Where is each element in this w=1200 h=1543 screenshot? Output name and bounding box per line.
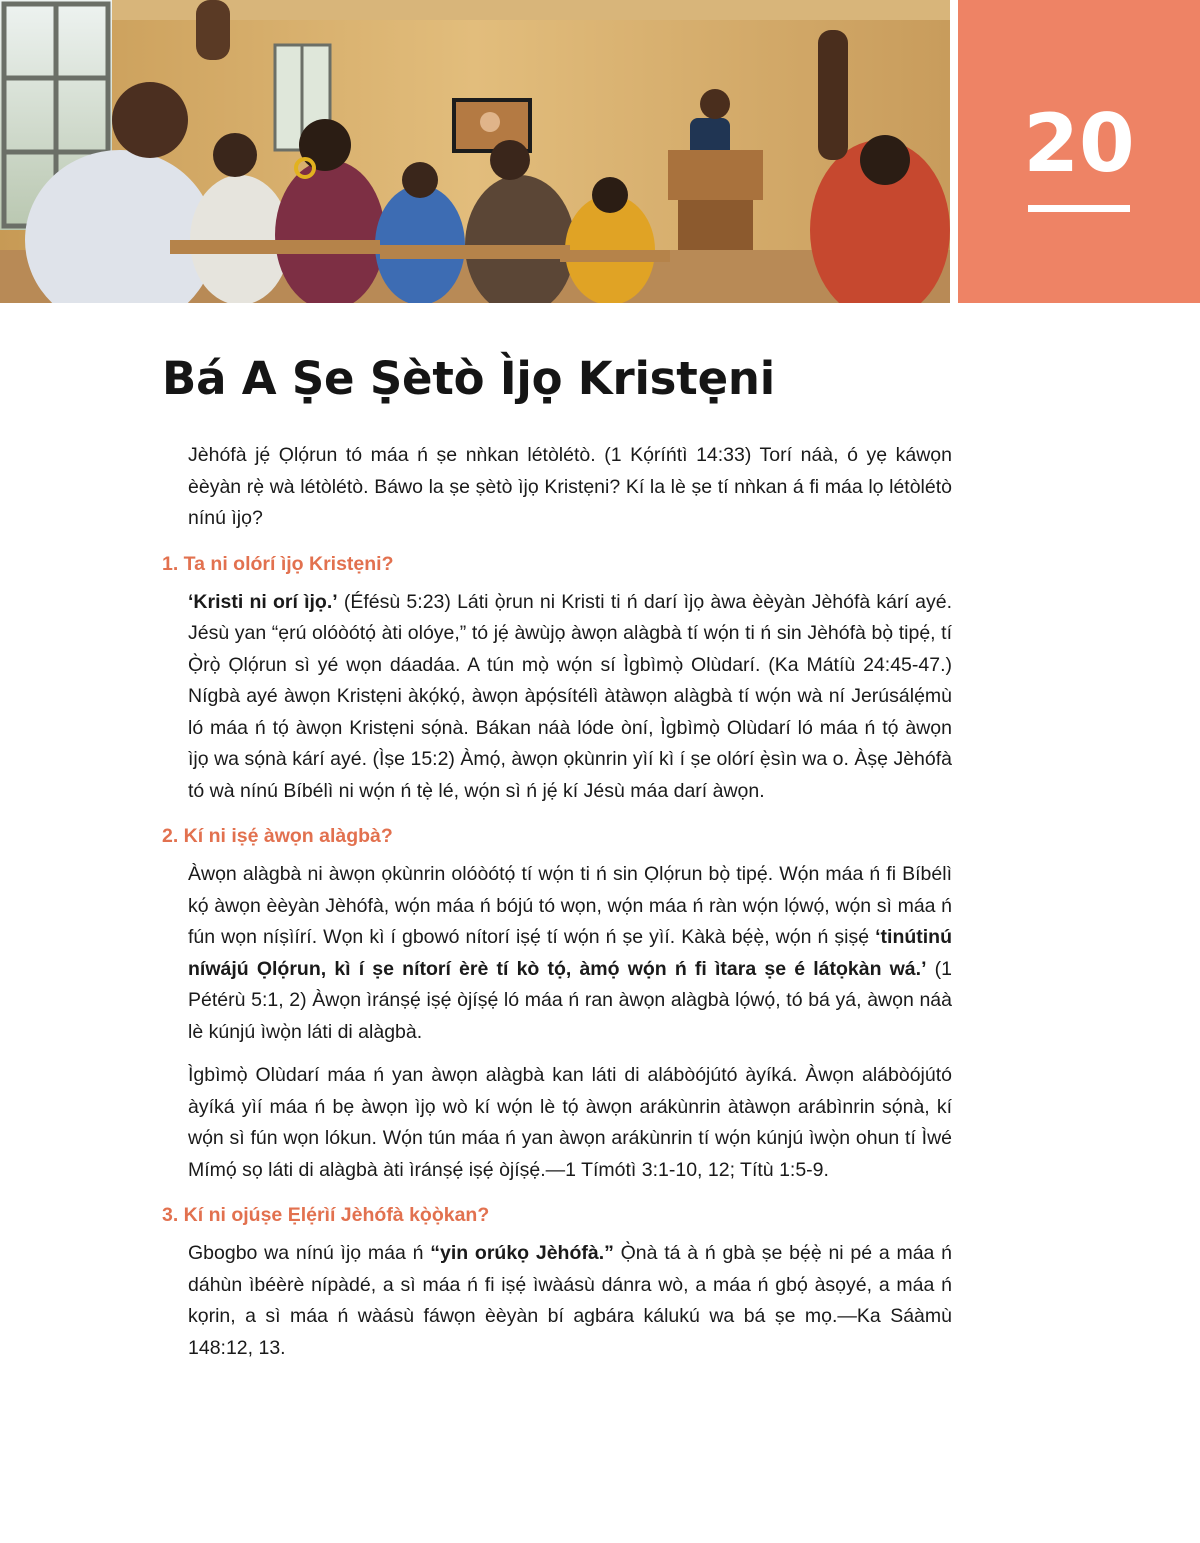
header-photo [0, 0, 950, 303]
section-paragraph [188, 1238, 952, 1364]
lesson-number: 20 [1023, 97, 1135, 190]
section-heading: 1. Ta ni olórí ìjọ Kristẹni? [162, 552, 394, 575]
lesson-number-box [958, 0, 1200, 303]
section-heading: 2. Kí ni iṣẹ́ àwọn alàgbà? [162, 825, 393, 847]
congregation-meeting-illustration [0, 0, 950, 303]
lesson-number-underline [1028, 205, 1130, 212]
lesson-content [162, 440, 952, 1376]
section-paragraph [188, 587, 952, 808]
paragraph-text: (1 Pétérù 5:1, 2) Àwọn ìránṣẹ́ iṣẹ́ òjíṣẹ́ ló máa ń ran àwọn alàgbà lọ́wọ́, tó bá yá, àwọn náà lè kúnjú ìwọ̀n láti di alàgbà. [188, 957, 952, 1043]
bold-quote: ‘tinútinú níwájú Ọlọ́run, kì í ṣe nítorí èrè tí kò tọ́, àmọ́ wọ́n ń fi ìtara ṣe é látọkàn wá.’ [188, 926, 952, 980]
section-paragraph [188, 859, 952, 1048]
paragraph-text: Àwọn alàgbà ni àwọn ọkùnrin olóòótọ́ tí wọ́n ti ń sin Ọlọ́run bọ̀ tipẹ́. Wọ́n máa ń fi Bíbélì kọ́ àwọn èèyàn Jèhófà, wọ́n máa ń bójú tó wọn, wọ́n máa ń ràn wọ́n lọ́wọ́, wọ́n sì máa ń fún wọn níṣìírí. Wọn kì í gbowó nítorí iṣẹ́ tí wọ́n ń ṣe yìí. Kàkà bẹ́ẹ̀, wọ́n ń ṣiṣẹ́ [188, 863, 952, 948]
bold-quote: ‘Kristi ni orí ìjọ.’ [188, 590, 338, 613]
page-title: Bá A Ṣe Ṣètò Ìjọ Kristẹni [162, 352, 775, 405]
bold-quote: “yin orúkọ Jèhófà.” [430, 1242, 614, 1264]
section-heading: 3. Kí ni ojúṣe Ẹlẹ́rìí Jèhófà kọ̀ọ̀kan? [162, 1204, 490, 1226]
paragraph-text: Gbogbo wa nínú ìjọ máa ń [188, 1242, 431, 1264]
paragraph-text: (Éfésù 5:23) Láti ọ̀run ni Kristi ti ń darí ìjọ àwa èèyàn Jèhófà kárí ayé. Jésù yan “ẹrú olóòótọ́ àti olóye,” tó jẹ́ àwùjọ àwọn alàgbà tí wọ́n ti ń sin Jèhófà bọ̀ tipẹ́, tí Ọ̀rọ̀ Ọlọ́run sì yé wọn dáadáa. A tún mọ̀ wọ́n sí Ìgbìmọ̀ Olùdarí. (Ka Mátíù 24:45-47.) Nígbà ayé àwọn Kristẹni àkọ́kọ́, àwọn àpọ́sítélì àtàwọn alàgbà tí wọ́n wà ní Jerúsálẹ́mù ló máa ń tọ́ àwọn Kristẹni sọ́nà. Bákan náà lóde òní, Ìgbìmọ̀ Olùdarí ló máa ń tọ́ àwọn ìjọ wa sọ́nà kárí ayé. (Ìṣe 15:2) Àmọ́, àwọn ọkùnrin yìí kì í ṣe olórí ẹ̀sìn wa o. Àṣẹ Jèhófà tó wà nínú Bíbélì ni wọ́n ń tẹ̀ lé, wọ́n sì ń jẹ́ kí Jésù máa darí àwọn. [188, 590, 952, 802]
section-paragraph: Ìgbìmọ̀ Olùdarí máa ń yan àwọn alàgbà kan láti di alábòójútó àyíká. Àwọn alábòójútó àyíká yìí máa ń bẹ àwọn ìjọ wò kí wọ́n lè tọ́ àwọn arákùnrin àtàwọn arábìnrin sọ́nà, kí wọ́n sì fún wọn lókun. Wọ́n tún máa ń yan àwọn arákùnrin tí wọ́n kúnjú ìwọ̀n ohun tí Ìwé Mímọ́ sọ láti di alàgbà àti ìránṣẹ́ iṣẹ́ òjíṣẹ́.—1 Tímótì 3:1-10, 12; Títù 1:5-9. [188, 1064, 952, 1181]
paragraph-text: Ọ̀nà tá à ń gbà ṣe bẹ́ẹ̀ ni pé a máa ń dáhùn ìbéèrè nípàdé, a sì máa ń fi iṣẹ́ ìwàásù dánra wò, a máa ń gbọ́ àsọyé, a máa ń kọrin, a sì máa ń wàásù fáwọn èèyàn bí agbára kálukú wa bá ṣe mọ.—Ka Sáàmù 148:12, 13. [188, 1242, 952, 1359]
intro-paragraph: Jèhófà jẹ́ Ọlọ́run tó máa ń ṣe nǹkan létòlétò. (1 Kọ́ríńtì 14:33) Torí náà, ó yẹ káwọn èèyàn rẹ̀ wà létòlétò. Báwo la ṣe ṣètò ìjọ Kristẹni? Kí la lè ṣe tí nǹkan á fi máa lọ létòlétò nínú ìjọ? [188, 444, 952, 529]
